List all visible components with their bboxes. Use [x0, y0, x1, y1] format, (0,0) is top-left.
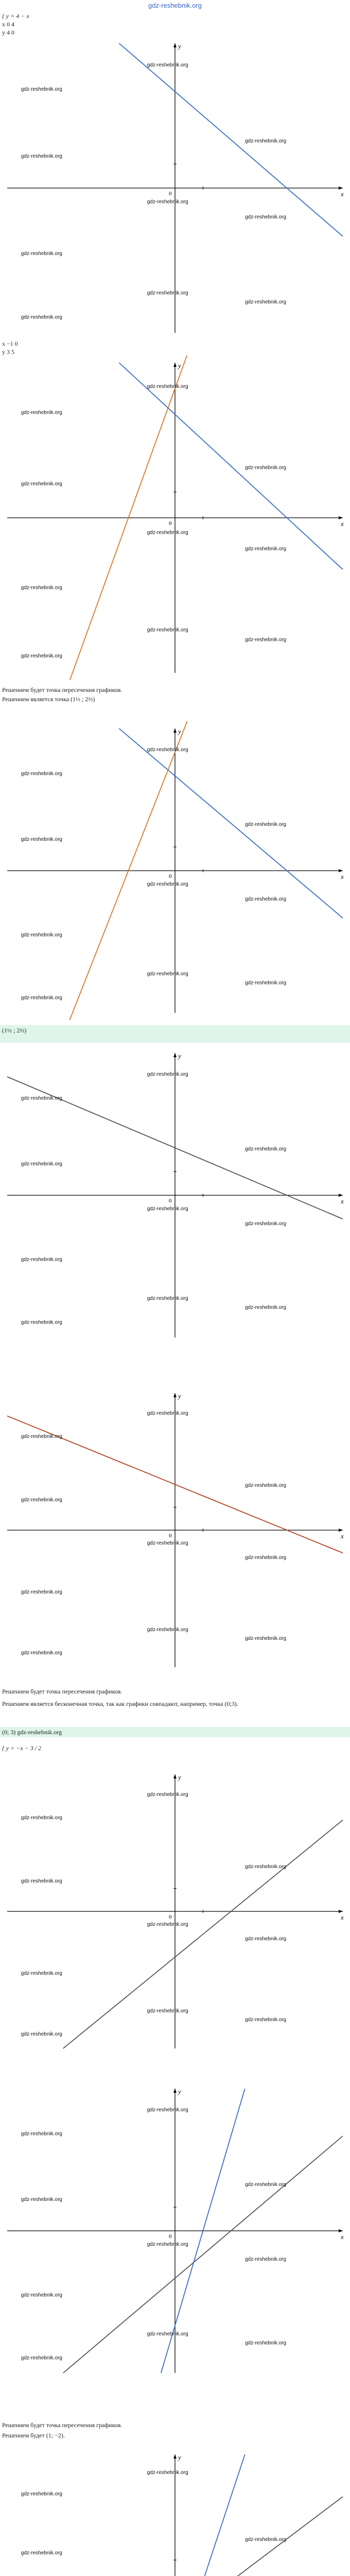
origin-label: 0 — [169, 1198, 172, 1204]
graph-1 — [0, 36, 350, 340]
watermark: gdz-reshebnik.org — [245, 1221, 287, 1227]
watermark: gdz-reshebnik.org — [147, 1411, 188, 1416]
series-line-1 — [63, 2497, 343, 2576]
x-axis-label: x — [341, 520, 344, 528]
table-1-x: x 0 4 — [2, 21, 14, 28]
origin-label: 0 — [169, 2233, 172, 2240]
watermark: gdz-reshebnik.org — [147, 1296, 188, 1301]
series-line-1 — [119, 43, 343, 236]
note-4b: Решением является бесконечная точка, так как графики совпадают, например, точка (0;3). — [2, 1700, 238, 1707]
watermark: gdz-reshebnik.org — [147, 627, 188, 633]
graph-3 — [0, 721, 350, 1020]
watermark: gdz-reshebnik.org — [21, 995, 62, 1001]
watermark: gdz-reshebnik.org — [147, 1206, 188, 1212]
series-line-1 — [119, 728, 343, 918]
graph-7 — [0, 2081, 350, 2380]
watermark: gdz-reshebnik.org — [245, 1864, 287, 1870]
watermark: gdz-reshebnik.org — [21, 653, 62, 659]
watermark: gdz-reshebnik.org — [21, 2292, 62, 2298]
table-2-x: x −1 0 — [2, 340, 18, 347]
answer-3: (1⅓ ; 2⅔) — [0, 1025, 350, 1043]
note-4a: Решением будет точка пересечения графиков. — [2, 1688, 122, 1695]
watermark: gdz-reshebnik.org — [245, 1936, 287, 1942]
watermark: gdz-reshebnik.org — [21, 2031, 62, 2037]
watermark: gdz-reshebnik.org — [147, 882, 188, 887]
y-axis-arrow — [173, 363, 177, 367]
watermark: gdz-reshebnik.org — [21, 314, 62, 320]
watermark: gdz-reshebnik.org — [21, 1878, 62, 1884]
watermark: gdz-reshebnik.org — [147, 384, 188, 389]
table-1-y: y 4 0 — [2, 29, 14, 36]
origin-label: 0 — [169, 1533, 172, 1539]
watermark: gdz-reshebnik.org — [147, 62, 188, 68]
watermark: gdz-reshebnik.org — [21, 1095, 62, 1101]
watermark: gdz-reshebnik.org — [21, 2491, 62, 2497]
watermark: gdz-reshebnik.org — [147, 2242, 188, 2247]
watermark: gdz-reshebnik.org — [147, 971, 188, 977]
series-line-1 — [63, 1820, 343, 2048]
x-axis-arrow — [339, 516, 343, 519]
y-axis-arrow — [173, 728, 177, 733]
watermark: gdz-reshebnik.org — [21, 585, 62, 591]
origin-label: 0 — [169, 1914, 172, 1920]
origin-label: 0 — [169, 191, 172, 197]
watermark: gdz-reshebnik.org — [245, 980, 287, 986]
watermark: gdz-reshebnik.org — [245, 465, 287, 471]
watermark: gdz-reshebnik.org — [147, 1627, 188, 1633]
watermark: gdz-reshebnik.org — [21, 481, 62, 487]
x-axis-arrow — [339, 1194, 343, 1197]
watermark: gdz-reshebnik.org — [147, 2331, 188, 2337]
watermark: gdz-reshebnik.org — [21, 2131, 62, 2137]
watermark: gdz-reshebnik.org — [245, 822, 287, 827]
system-5: { y = −x − 3 / 2 — [2, 1744, 42, 1752]
graph-6 — [0, 1767, 350, 2056]
watermark: gdz-reshebnik.org — [21, 2355, 62, 2361]
watermark: gdz-reshebnik.org — [245, 2182, 287, 2188]
watermark: gdz-reshebnik.org — [147, 1792, 188, 1798]
y-axis-arrow — [173, 43, 177, 47]
series-line-1 — [63, 2136, 343, 2373]
table-2-y: y 3 5 — [2, 348, 14, 355]
site-header[interactable]: gdz-reshebnik.org — [148, 2, 202, 9]
x-axis-arrow — [339, 1529, 343, 1532]
watermark: gdz-reshebnik.org — [147, 1072, 188, 1077]
watermark: gdz-reshebnik.org — [21, 837, 62, 842]
graph-2 — [0, 355, 350, 680]
watermark: gdz-reshebnik.org — [21, 1433, 62, 1439]
y-axis-label: y — [178, 2453, 181, 2461]
watermark: gdz-reshebnik.org — [245, 1635, 287, 1641]
x-axis-label: x — [341, 1197, 344, 1205]
series-line-1 — [119, 363, 343, 569]
watermark: gdz-reshebnik.org — [245, 138, 287, 144]
watermark: gdz-reshebnik.org — [21, 1589, 62, 1596]
y-axis-arrow — [173, 1053, 177, 1057]
note-2: Решением будет точка пересечения графиков. — [2, 686, 122, 693]
y-axis-label: y — [178, 1052, 181, 1060]
system-1: { y = 4 − x — [2, 12, 29, 20]
y-axis-label: y — [178, 1392, 181, 1400]
graph-4 — [0, 1046, 350, 1345]
watermark: gdz-reshebnik.org — [245, 1483, 287, 1488]
watermark: gdz-reshebnik.org — [245, 2016, 287, 2023]
note-3: Решением является точка (1⅓ ; 2⅔) — [2, 696, 95, 703]
watermark: gdz-reshebnik.org — [21, 410, 62, 416]
watermark: gdz-reshebnik.org — [245, 637, 287, 643]
y-axis-label: y — [178, 727, 181, 735]
graph-8 — [0, 2447, 350, 2576]
watermark: gdz-reshebnik.org — [21, 1257, 62, 1263]
watermark: gdz-reshebnik.org — [245, 299, 287, 306]
watermark: gdz-reshebnik.org — [147, 2470, 188, 2476]
watermark: gdz-reshebnik.org — [245, 1555, 287, 1561]
watermark: gdz-reshebnik.org — [147, 199, 188, 205]
watermark: gdz-reshebnik.org — [21, 771, 62, 777]
y-axis-arrow — [173, 1774, 177, 1778]
x-axis-label: x — [341, 1532, 344, 1540]
x-axis-label: x — [341, 873, 344, 880]
y-axis-arrow — [173, 2089, 177, 2093]
watermark: gdz-reshebnik.org — [21, 1650, 62, 1656]
watermark: gdz-reshebnik.org — [147, 747, 188, 753]
watermark: gdz-reshebnik.org — [245, 2340, 287, 2346]
watermark: gdz-reshebnik.org — [147, 2107, 188, 2113]
x-axis-label: x — [341, 1913, 344, 1921]
watermark: gdz-reshebnik.org — [147, 1540, 188, 1546]
watermark: gdz-reshebnik.org — [245, 1304, 287, 1311]
watermark: gdz-reshebnik.org — [21, 1971, 62, 1977]
y-axis-arrow — [173, 1393, 177, 1397]
watermark: gdz-reshebnik.org — [21, 2197, 62, 2202]
watermark: gdz-reshebnik.org — [245, 214, 287, 220]
watermark: gdz-reshebnik.org — [21, 1497, 62, 1503]
watermark: gdz-reshebnik.org — [147, 530, 188, 536]
watermark: gdz-reshebnik.org — [245, 896, 287, 902]
origin-label: 0 — [169, 520, 172, 527]
watermark: gdz-reshebnik.org — [21, 250, 62, 257]
note-6b: Решением будет (1; −2). — [2, 2432, 65, 2439]
y-axis-label: y — [178, 42, 181, 50]
x-axis-label: x — [341, 190, 344, 198]
x-axis-arrow — [339, 187, 343, 190]
watermark: gdz-reshebnik.org — [147, 290, 188, 296]
y-axis-label: y — [178, 1773, 181, 1781]
watermark: gdz-reshebnik.org — [147, 2008, 188, 2014]
watermark: gdz-reshebnik.org — [21, 1319, 62, 1326]
watermark: gdz-reshebnik.org — [21, 932, 62, 938]
origin-label: 0 — [169, 873, 172, 879]
watermark: gdz-reshebnik.org — [21, 2550, 62, 2556]
y-axis-arrow — [173, 2454, 177, 2459]
y-axis-label: y — [178, 2088, 181, 2095]
watermark: gdz-reshebnik.org — [147, 1922, 188, 1927]
watermark: gdz-reshebnik.org — [21, 87, 62, 93]
x-axis-arrow — [339, 1910, 343, 1913]
x-axis-label: x — [341, 2233, 344, 2241]
watermark: gdz-reshebnik.org — [245, 546, 287, 552]
watermark: gdz-reshebnik.org — [21, 1815, 62, 1821]
x-axis-arrow — [339, 2229, 343, 2232]
note-6a: Решением будет точка пересечения графиков. — [2, 2421, 122, 2429]
watermark: gdz-reshebnik.org — [245, 1146, 287, 1152]
x-axis-arrow — [339, 869, 343, 872]
watermark: gdz-reshebnik.org — [245, 2257, 287, 2262]
answer-4: (0; 3) gdz-reshebnik.org — [0, 1727, 350, 1737]
watermark: gdz-reshebnik.org — [21, 1161, 62, 1167]
watermark: gdz-reshebnik.org — [21, 154, 62, 159]
y-axis-label: y — [178, 362, 181, 369]
watermark: gdz-reshebnik.org — [245, 2537, 287, 2543]
graph-5 — [0, 1386, 350, 1674]
